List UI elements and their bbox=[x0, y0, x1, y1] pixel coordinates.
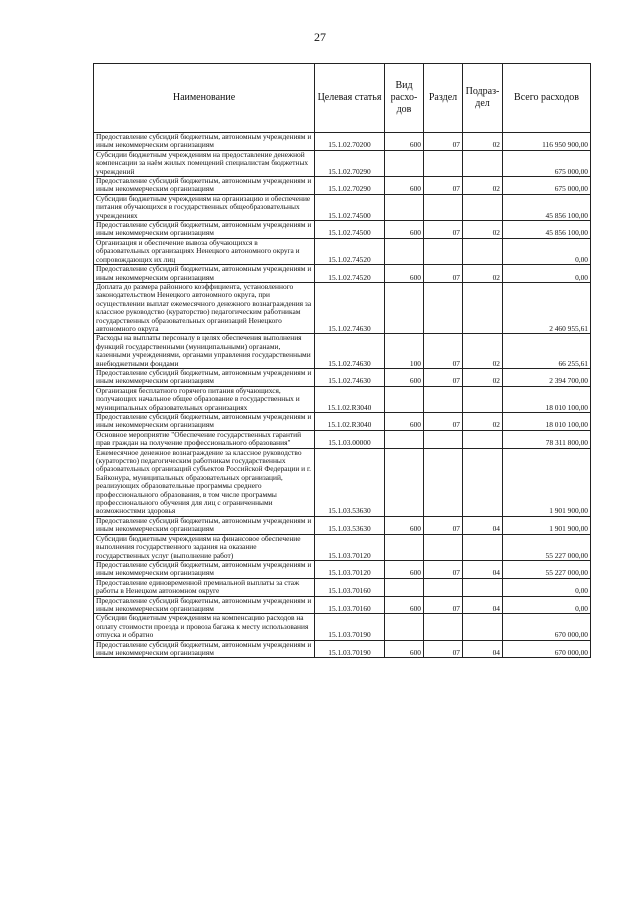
row-amount: 55 227 000,00 bbox=[503, 560, 591, 578]
table-row bbox=[94, 368, 591, 386]
row-section: 07 bbox=[424, 560, 463, 578]
row-section: 07 bbox=[424, 221, 463, 239]
row-amount: 670 000,00 bbox=[503, 640, 591, 658]
row-name: Субсидии бюджетным учреждениям на предоставление денежной компенсации за наём жилых помещений специалистам бюджетных учреждений bbox=[94, 150, 315, 176]
row-target-code: 15.1.02.R3040 bbox=[315, 413, 385, 431]
row-subsection bbox=[463, 430, 503, 448]
row-expense-type: 600 bbox=[385, 516, 424, 534]
row-expense-type bbox=[385, 448, 424, 516]
row-amount: 0,00 bbox=[503, 238, 591, 264]
row-name: Предоставление субсидий бюджетным, автономным учреждениям и иным некоммерческим организациям bbox=[94, 133, 315, 151]
row-section: 07 bbox=[424, 596, 463, 614]
row-amount: 0,00 bbox=[503, 265, 591, 283]
table-row bbox=[94, 133, 591, 151]
row-expense-type bbox=[385, 194, 424, 220]
row-subsection bbox=[463, 578, 503, 596]
row-section bbox=[424, 448, 463, 516]
row-amount: 18 010 100,00 bbox=[503, 386, 591, 412]
table-row bbox=[94, 560, 591, 578]
row-amount: 0,00 bbox=[503, 578, 591, 596]
row-target-code: 15.1.02.74500 bbox=[315, 194, 385, 220]
row-name: Основное мероприятие "Обеспечение государственных гарантий прав граждан на получение профессионального образования" bbox=[94, 430, 315, 448]
row-name: Доплата до размера районного коэффициента, установленного законодательством Ненецкого автономного округа, при осуществлении выплат ежемесячного денежного вознаграждения за классное руководство (кураторство) педагогическим работникам государственных образовательных организаций Ненецкого автономного округа bbox=[94, 282, 315, 333]
row-expense-type bbox=[385, 386, 424, 412]
row-section bbox=[424, 282, 463, 333]
table-row bbox=[94, 150, 591, 176]
row-section bbox=[424, 430, 463, 448]
row-subsection: 02 bbox=[463, 334, 503, 369]
row-section: 07 bbox=[424, 133, 463, 151]
row-subsection: 04 bbox=[463, 560, 503, 578]
row-target-code: 15.1.03.70160 bbox=[315, 578, 385, 596]
row-subsection: 04 bbox=[463, 640, 503, 658]
row-expense-type: 100 bbox=[385, 334, 424, 369]
row-target-code: 15.1.02.74630 bbox=[315, 334, 385, 369]
row-subsection: 04 bbox=[463, 516, 503, 534]
row-expense-type: 600 bbox=[385, 221, 424, 239]
row-subsection bbox=[463, 386, 503, 412]
page-number: 27 bbox=[314, 30, 326, 44]
row-subsection: 02 bbox=[463, 177, 503, 195]
row-target-code: 15.1.03.53630 bbox=[315, 448, 385, 516]
row-subsection bbox=[463, 194, 503, 220]
row-name: Субсидии бюджетным учреждениям на финансовое обеспечение выполнения государственного задания на оказание государственных услуг (выполнение работ) bbox=[94, 534, 315, 560]
row-expense-type bbox=[385, 614, 424, 640]
header-section: Раздел bbox=[424, 64, 463, 133]
table-row bbox=[94, 194, 591, 220]
row-name: Организация бесплатного горячего питания обучающихся, получающих начальное общее образование в государственных и муниципальных образовательных организациях bbox=[94, 386, 315, 412]
row-amount: 2 394 700,00 bbox=[503, 368, 591, 386]
row-expense-type: 600 bbox=[385, 640, 424, 658]
row-expense-type bbox=[385, 578, 424, 596]
row-expense-type: 600 bbox=[385, 265, 424, 283]
row-name: Предоставление субсидий бюджетным, автономным учреждениям и иным некоммерческим организациям bbox=[94, 368, 315, 386]
table-row bbox=[94, 614, 591, 640]
row-amount: 1 901 900,00 bbox=[503, 448, 591, 516]
row-target-code: 15.1.02.70290 bbox=[315, 177, 385, 195]
row-section: 07 bbox=[424, 177, 463, 195]
row-name: Предоставление субсидий бюджетным, автономным учреждениям и иным некоммерческим организациям bbox=[94, 596, 315, 614]
row-target-code: 15.1.03.70120 bbox=[315, 560, 385, 578]
row-section bbox=[424, 534, 463, 560]
row-section bbox=[424, 614, 463, 640]
header-name: Наименование bbox=[94, 64, 315, 133]
row-expense-type bbox=[385, 238, 424, 264]
table-row bbox=[94, 413, 591, 431]
table-row bbox=[94, 334, 591, 369]
row-name: Субсидии бюджетным учреждениям на компенсацию расходов на оплату стоимости проезда и провоза багажа к месту использования отпуска и обратно bbox=[94, 614, 315, 640]
row-amount: 66 255,61 bbox=[503, 334, 591, 369]
row-amount: 45 856 100,00 bbox=[503, 194, 591, 220]
row-section bbox=[424, 386, 463, 412]
row-target-code: 15.1.03.70120 bbox=[315, 534, 385, 560]
row-target-code: 15.1.02.R3040 bbox=[315, 386, 385, 412]
row-subsection: 02 bbox=[463, 133, 503, 151]
row-section bbox=[424, 238, 463, 264]
row-target-code: 15.1.02.74520 bbox=[315, 238, 385, 264]
row-amount: 2 460 955,61 bbox=[503, 282, 591, 333]
row-target-code: 15.1.03.00000 bbox=[315, 430, 385, 448]
row-expense-type: 600 bbox=[385, 560, 424, 578]
row-amount: 116 950 900,00 bbox=[503, 133, 591, 151]
row-target-code: 15.1.02.74630 bbox=[315, 282, 385, 333]
row-amount: 55 227 000,00 bbox=[503, 534, 591, 560]
row-name: Организация и обеспечение вывоза обучающихся в образовательных организациях Ненецкого автономного округа и сопровождающих их лиц bbox=[94, 238, 315, 264]
row-name: Предоставление субсидий бюджетным, автономным учреждениям и иным некоммерческим организациям bbox=[94, 413, 315, 431]
header-total: Всего расходов bbox=[503, 64, 591, 133]
row-amount: 78 311 800,00 bbox=[503, 430, 591, 448]
row-section: 07 bbox=[424, 265, 463, 283]
row-expense-type: 600 bbox=[385, 133, 424, 151]
row-name: Предоставление субсидий бюджетным, автономным учреждениям и иным некоммерческим организациям bbox=[94, 640, 315, 658]
row-target-code: 15.1.02.74520 bbox=[315, 265, 385, 283]
row-expense-type: 600 bbox=[385, 413, 424, 431]
row-expense-type bbox=[385, 150, 424, 176]
row-target-code: 15.1.03.70190 bbox=[315, 614, 385, 640]
row-amount: 0,00 bbox=[503, 596, 591, 614]
row-expense-type: 600 bbox=[385, 368, 424, 386]
row-section: 07 bbox=[424, 413, 463, 431]
table-row bbox=[94, 221, 591, 239]
table-row bbox=[94, 578, 591, 596]
row-expense-type bbox=[385, 534, 424, 560]
row-amount: 675 000,00 bbox=[503, 150, 591, 176]
row-section bbox=[424, 150, 463, 176]
row-expense-type: 600 bbox=[385, 596, 424, 614]
row-name: Предоставление субсидий бюджетным, автономным учреждениям и иным некоммерческим организациям bbox=[94, 221, 315, 239]
row-subsection: 02 bbox=[463, 221, 503, 239]
row-name: Предоставление субсидий бюджетным, автономным учреждениям и иным некоммерческим организациям bbox=[94, 177, 315, 195]
row-name: Предоставление единовременной премиальной выплаты за стаж работы в Ненецком автономном округе bbox=[94, 578, 315, 596]
row-subsection bbox=[463, 614, 503, 640]
row-section bbox=[424, 194, 463, 220]
table-body bbox=[94, 133, 591, 658]
row-subsection: 04 bbox=[463, 596, 503, 614]
row-amount: 18 010 100,00 bbox=[503, 413, 591, 431]
table-row bbox=[94, 430, 591, 448]
row-section bbox=[424, 578, 463, 596]
table-row bbox=[94, 640, 591, 658]
row-amount: 675 000,00 bbox=[503, 177, 591, 195]
table-row bbox=[94, 282, 591, 333]
row-target-code: 15.1.02.70290 bbox=[315, 150, 385, 176]
row-expense-type: 600 bbox=[385, 177, 424, 195]
table-row bbox=[94, 596, 591, 614]
row-target-code: 15.1.03.70160 bbox=[315, 596, 385, 614]
table-row bbox=[94, 386, 591, 412]
row-amount: 670 000,00 bbox=[503, 614, 591, 640]
header-target: Целевая статья bbox=[315, 64, 385, 133]
row-subsection bbox=[463, 448, 503, 516]
row-subsection: 02 bbox=[463, 413, 503, 431]
row-subsection bbox=[463, 282, 503, 333]
table-row bbox=[94, 177, 591, 195]
budget-table bbox=[93, 63, 591, 658]
row-target-code: 15.1.02.70200 bbox=[315, 133, 385, 151]
header-type: Вид расхо-дов bbox=[385, 64, 424, 133]
table-row bbox=[94, 534, 591, 560]
row-name: Предоставление субсидий бюджетным, автономным учреждениям и иным некоммерческим организациям bbox=[94, 516, 315, 534]
row-amount: 45 856 100,00 bbox=[503, 221, 591, 239]
row-target-code: 15.1.03.70190 bbox=[315, 640, 385, 658]
table-row bbox=[94, 516, 591, 534]
row-name: Ежемесячное денежное вознаграждение за классное руководство (кураторство) педагогическим работникам государственных образовательных организаций субъектов Российской Федерации и г. Байконура, муниципальных образовательных организаций, реализующих образовательные программы среднего профессионального образования, в том числе программы профессионального обучения для лиц с ограниченными возможностями здоровья bbox=[94, 448, 315, 516]
row-subsection: 02 bbox=[463, 265, 503, 283]
row-subsection: 02 bbox=[463, 368, 503, 386]
row-name: Расходы на выплаты персоналу в целях обеспечения выполнения функций государственными (муниципальными) органами, казенными учреждениями, органами управления государственными внебюджетными фондами bbox=[94, 334, 315, 369]
table-header-row bbox=[94, 64, 591, 133]
row-expense-type bbox=[385, 430, 424, 448]
row-name: Предоставление субсидий бюджетным, автономным учреждениям и иным некоммерческим организациям bbox=[94, 560, 315, 578]
row-name: Предоставление субсидий бюджетным, автономным учреждениям и иным некоммерческим организациям bbox=[94, 265, 315, 283]
row-target-code: 15.1.02.74500 bbox=[315, 221, 385, 239]
row-amount: 1 901 900,00 bbox=[503, 516, 591, 534]
header-subsection: Подраз-дел bbox=[463, 64, 503, 133]
row-target-code: 15.1.02.74630 bbox=[315, 368, 385, 386]
row-subsection bbox=[463, 534, 503, 560]
row-section: 07 bbox=[424, 368, 463, 386]
row-target-code: 15.1.03.53630 bbox=[315, 516, 385, 534]
table-row bbox=[94, 265, 591, 283]
table-row bbox=[94, 448, 591, 516]
row-section: 07 bbox=[424, 640, 463, 658]
row-subsection bbox=[463, 238, 503, 264]
table-row bbox=[94, 238, 591, 264]
row-section: 07 bbox=[424, 516, 463, 534]
row-section: 07 bbox=[424, 334, 463, 369]
row-expense-type bbox=[385, 282, 424, 333]
row-subsection bbox=[463, 150, 503, 176]
row-name: Субсидии бюджетным учреждениям на организацию и обеспечение питания обучающихся в государственных общеобразовательных учреждениях bbox=[94, 194, 315, 220]
